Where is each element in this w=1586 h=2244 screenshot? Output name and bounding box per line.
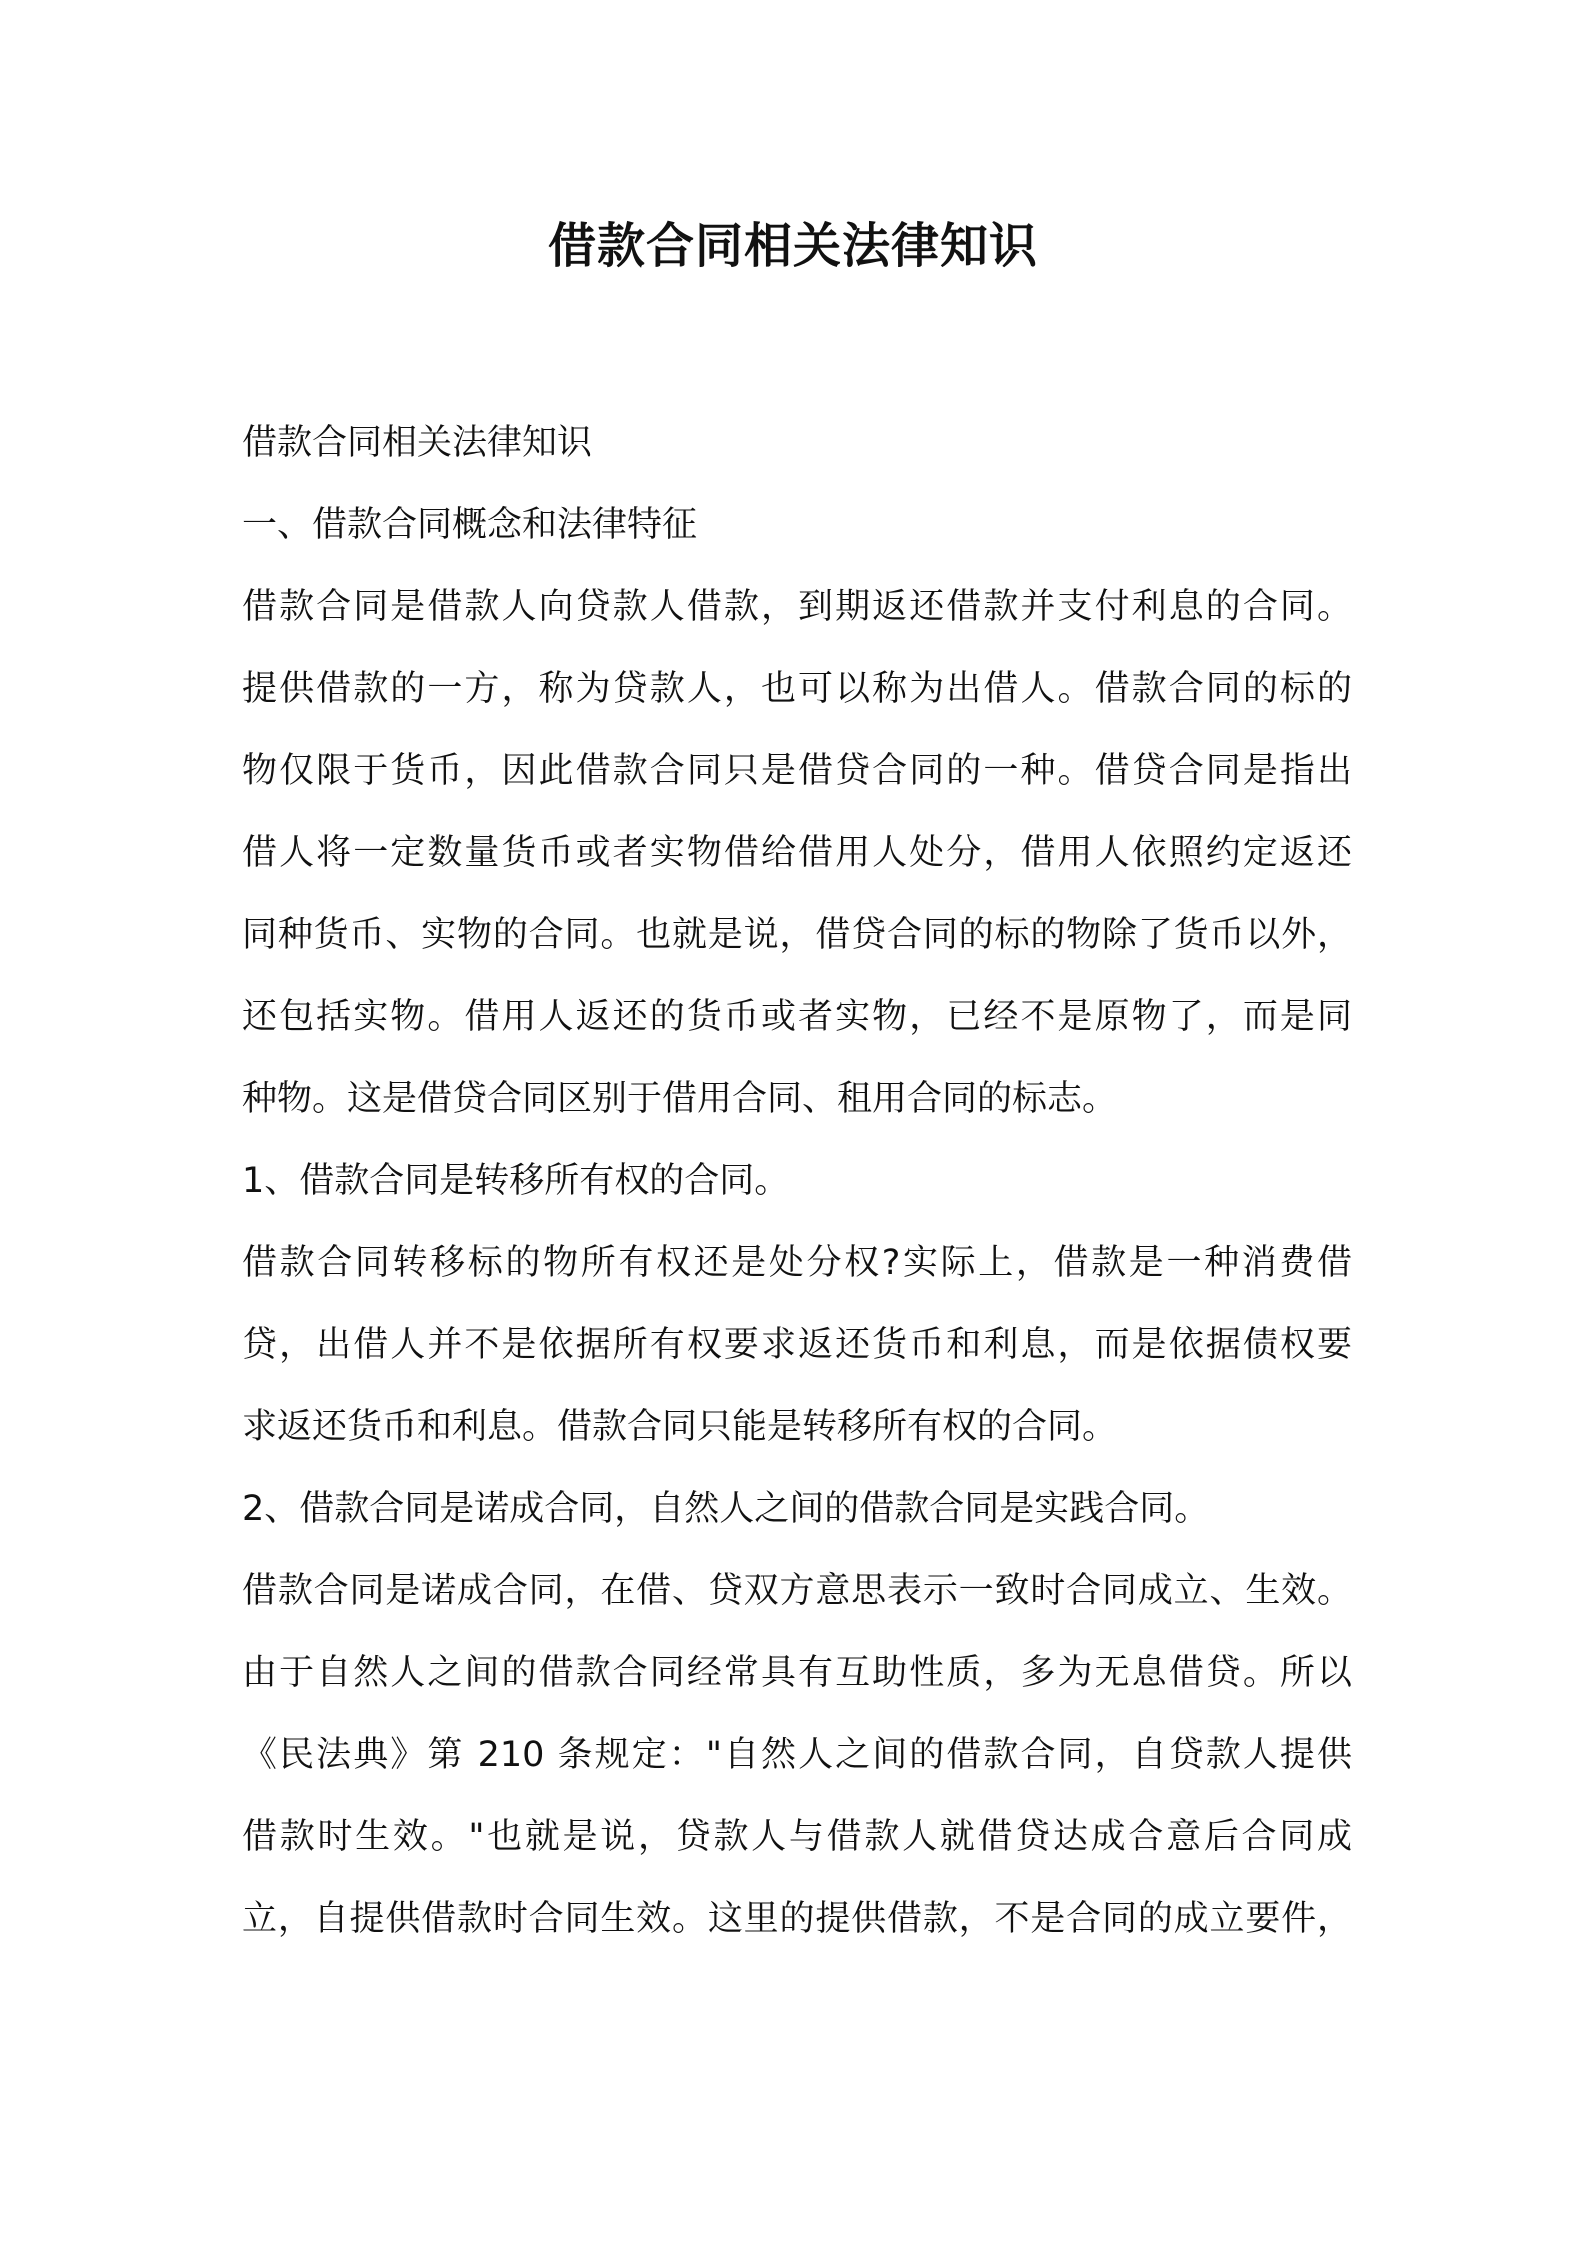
body-line: 贷，出借人并不是依据所有权要求返还货币和利息，而是依据债权要 — [242, 1325, 1352, 1365]
body-line: 一、借款合同概念和法律特征 — [242, 505, 698, 545]
body-line: 同种货币、实物的合同。也就是说，借贷合同的标的物除了货币以外， — [242, 915, 1352, 955]
body-line: 1、借款合同是转移所有权的合同。 — [242, 1161, 790, 1201]
body-line: 提供借款的一方，称为贷款人，也可以称为出借人。借款合同的标的 — [242, 669, 1352, 709]
body-line: 《民法典》第 210 条规定："自然人之间的借款合同，自贷款人提供 — [242, 1735, 1352, 1775]
body-line: 借款合同是借款人向贷款人借款，到期返还借款并支付利息的合同。 — [242, 587, 1352, 627]
body-line: 借款合同转移标的物所有权还是处分权?实际上，借款是一种消费借 — [242, 1243, 1352, 1283]
body-line: 借款合同相关法律知识 — [242, 423, 593, 463]
document-body — [242, 402, 1352, 1960]
body-line: 还包括实物。借用人返还的货币或者实物，已经不是原物了，而是同 — [242, 997, 1352, 1037]
body-line: 立，自提供借款时合同生效。这里的提供借款，不是合同的成立要件， — [242, 1899, 1352, 1939]
document-title: 借款合同相关法律知识 — [547, 218, 1038, 274]
body-line: 借款时生效。"也就是说，贷款人与借款人就借贷达成合意后合同成 — [242, 1817, 1352, 1857]
body-line: 物仅限于货币，因此借款合同只是借贷合同的一种。借贷合同是指出 — [242, 751, 1352, 791]
body-line: 由于自然人之间的借款合同经常具有互助性质，多为无息借贷。所以 — [242, 1653, 1352, 1693]
body-line: 种物。这是借贷合同区别于借用合同、租用合同的标志。 — [242, 1079, 1118, 1119]
body-line: 借人将一定数量货币或者实物借给借用人处分，借用人依照约定返还 — [242, 833, 1352, 873]
body-line: 求返还货币和利息。借款合同只能是转移所有权的合同。 — [242, 1407, 1118, 1447]
body-line: 借款合同是诺成合同，在借、贷双方意思表示一致时合同成立、生效。 — [242, 1571, 1352, 1611]
body-line: 2、借款合同是诺成合同，自然人之间的借款合同是实践合同。 — [242, 1489, 1210, 1529]
